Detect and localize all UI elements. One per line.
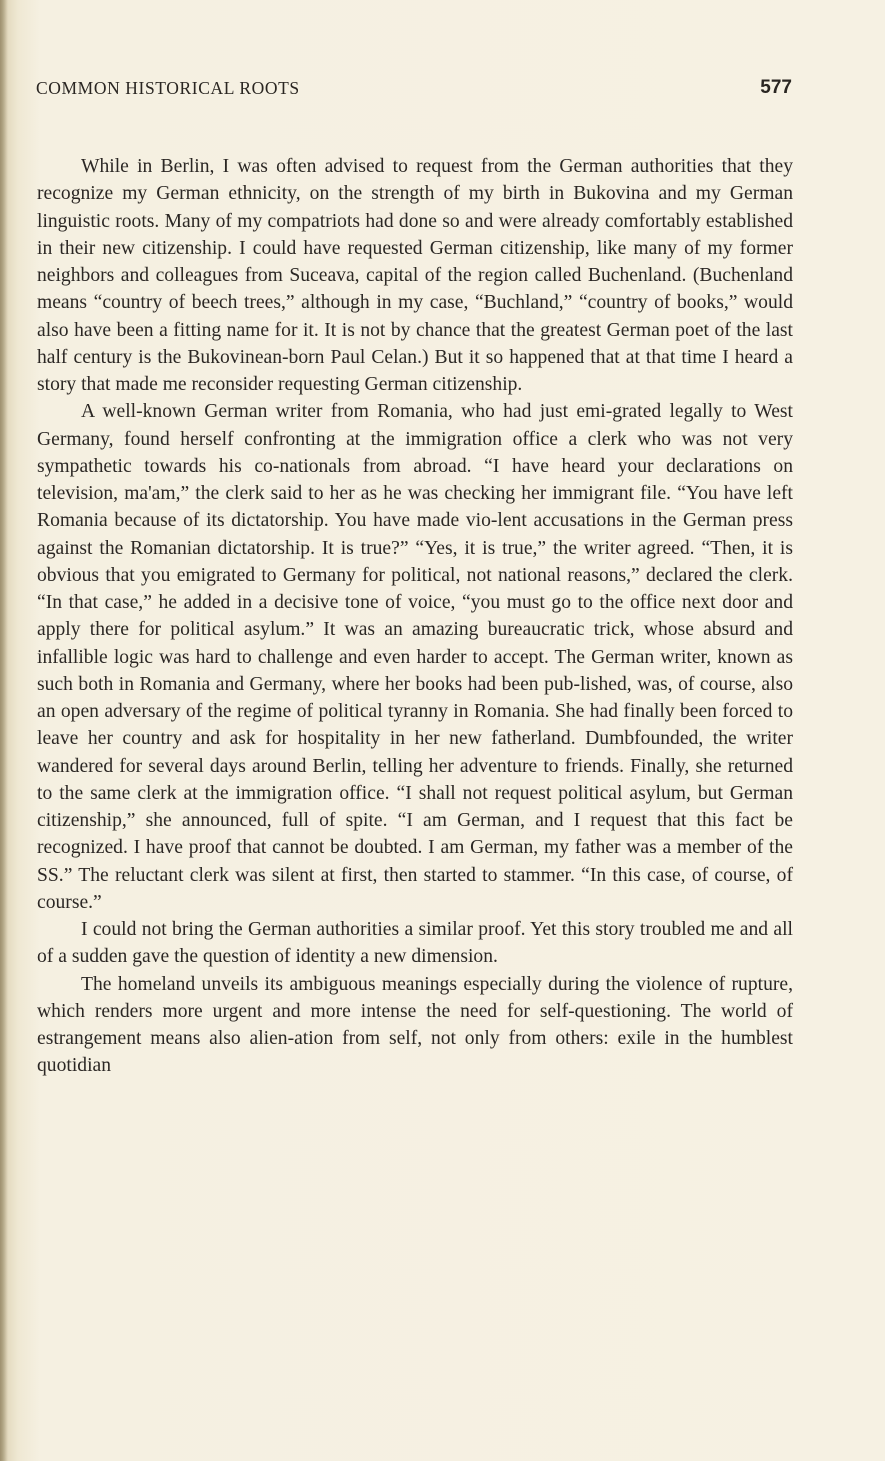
- paragraph: The homeland unveils its ambiguous meanings especially during the violence of rupture, which renders more urgent and more intense the need for self-questioning. The world of estrangement means also alien-ation from self, not only from others: exile in the humblest quotidian: [37, 973, 793, 1077]
- body-text: [37, 153, 793, 1080]
- running-head: [36, 78, 792, 106]
- paragraph: While in Berlin, I was often advised to request from the German authorities that they recognize my German ethnicity, on the strength of my birth in Bukovina and my German linguistic roots. Many of my compatriots had done so and were already comfortably established in their new citizenship. I could have requested German citizenship, like many of my former neighbors and colleagues from Suceava, capital of the region called Buchenland. (Buchenland means “country of beech trees,” although in my case, “Buchland,” “country of books,” would also have been a fitting name for it. It is not by chance that the greatest German poet of the last half century is the Bukovinean-born Paul Celan.) But it so happened that at that time I heard a story that made me reconsider requesting German citizenship.: [37, 156, 793, 395]
- page-gutter-shadow: [0, 0, 8, 1461]
- paragraph: I could not bring the German authorities a similar proof. Yet this story troubled me and all of a sudden gave the question of identity a new dimension.: [37, 919, 793, 968]
- paragraph: A well-known German writer from Romania, who had just emi-grated legally to West Germany, found herself confronting at the immigration office a clerk who was not very sympathetic towards his co-nationals from abroad. “I have heard your declarations on television, ma'am,” the clerk said to her as he was checking her immigrant file. “You have left Romania because of its dictatorship. You have made vio-lent accusations in the German press against the Romanian dictatorship. It is true?” “Yes, it is true,” the writer agreed. “Then, it is obvious that you emigrated to Germany for political, not national reasons,” declared the clerk. “In that case,” he added in a decisive tone of voice, “you must go to the office next door and apply there for political asylum.” It was an amazing bureaucratic trick, whose absurd and infallible logic was hard to challenge and even harder to accept. The German writer, known as such both in Romania and Germany, where her books had been pub-lished, was, of course, also an open adversary of the regime of political tyranny in Romania. She had finally been forced to leave her country and ask for hospitality in her new fatherland. Dumbfounded, the writer wandered for several days around Berlin, telling her adventure to friends. Finally, she returned to the same clerk at the immigration office. “I shall not request political asylum, but German citizenship,” she announced, full of spite. “I am German, and I request that this fact be recognized. I have proof that cannot be doubted. I am German, my father was a member of the SS.” The reluctant clerk was silent at first, then started to stammer. “In this case, of course, of course.”: [37, 401, 793, 913]
- page-number: 577: [760, 77, 792, 98]
- running-title: COMMON HISTORICAL ROOTS: [36, 78, 300, 98]
